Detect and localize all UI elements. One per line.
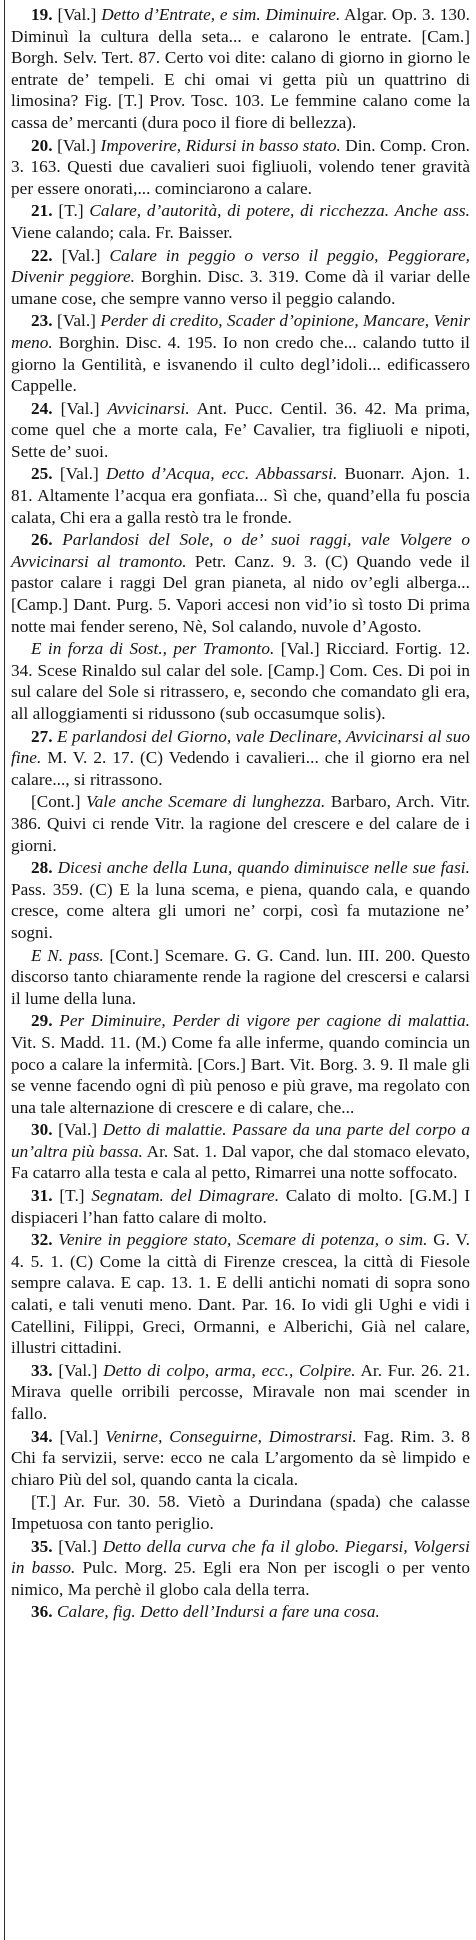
entry-definition: Dicesi anche della Luna, quando diminuisce nelle sue fasi. <box>57 858 470 878</box>
entry-definition: Avvicinarsi. <box>107 398 190 418</box>
entry-35 <box>11 1536 470 1601</box>
entry-body: Barbaro, Arch. Vitr. 386. Quivi ci rende Vitr. la ragione del crescere e del calare de i giorni. <box>11 792 470 855</box>
entry-body: Ar. Sat. 1. Dal vapor, che dal stomaco elevato, Fa catarro alla testa e cala al petto, Rimarrei una notte soffocato. <box>11 1141 470 1183</box>
entry-number: 36. <box>31 1602 53 1622</box>
entry-definition: E parlandosi del Giorno, vale Declinare, Avvicinarsi al suo fine. <box>11 726 470 768</box>
entry-number: 19. <box>31 5 53 24</box>
column-rule <box>4 0 5 1940</box>
entry-23 <box>11 310 470 396</box>
entry-body: Din. Comp. Cron. 3. 163. Questi due cavalieri suoi figliuoli, volendo tener gravità per essere onorati,... cominciarono a calare. <box>11 135 470 198</box>
entry-number: 32. <box>31 1230 53 1250</box>
entry-definition: Detto d’Entrate, e sim. Diminuire. <box>101 5 341 24</box>
entry-34 <box>11 1426 470 1491</box>
entry-26 <box>11 529 470 637</box>
entry-tag: [Val.] <box>57 5 97 24</box>
entry-tag: [Val.] <box>58 1536 98 1556</box>
entry-body: M. V. 2. 17. (C) Vedendo i cavalieri... che il giorno era nel calare..., si ritrassono. <box>11 748 470 789</box>
entry-number: 20. <box>31 135 53 155</box>
entry-34-subsense <box>11 1491 470 1534</box>
entry-definition: Calare, fig. Detto dell’Indursi a fare una cosa. <box>57 1602 380 1622</box>
entry-body: Pulc. Morg. 25. Egli era Non per iscogli o per vento nimico, Ma perchè il globo cala della terra. <box>11 1558 470 1599</box>
entry-number: 25. <box>31 464 53 484</box>
entry-definition: Parlandosi del Sole, o de’ suoi raggi, vale Volgere o Avvicinarsi al tramonto. <box>11 530 470 571</box>
entry-27-subsense <box>11 791 470 856</box>
entry-22 <box>11 245 470 310</box>
entry-number: 27. <box>31 726 53 746</box>
entry-body: Ar. Fur. 26. 21. Mirava quelle orribili percosse, Miravale non mai scender in fallo. <box>11 1360 470 1423</box>
entry-number: 35. <box>31 1536 53 1556</box>
entry-definition: Vale anche Scemare di lunghezza. <box>86 792 326 812</box>
entry-number: 33. <box>31 1360 53 1380</box>
entry-number: 26. <box>31 530 53 550</box>
entry-number: 29. <box>31 1011 53 1031</box>
entry-tag: [T.] <box>59 1186 85 1206</box>
entry-tag: [T.] <box>31 1492 57 1512</box>
entry-definition: Detto di malattie. Passare da una parte del corpo a un’altra più bassa. <box>11 1120 470 1161</box>
entry-tag: [Val.] <box>58 1360 98 1380</box>
entry-26-subsense <box>11 638 470 724</box>
entry-definition: Detto d’Acqua, ecc. Abbassarsi. <box>106 464 338 484</box>
entry-body: [Val.] Ricciard. Fortig. 12. 34. Scese Rinaldo sul calar del sole. [Camp.] Com. Ces. Di poi in sul calare del Sole si ritrassero, e, secondo che comandato gli era, all alloggiamenti si ridussono (sub occasumque solis). <box>11 639 470 723</box>
entry-definition: Detto di colpo, arma, ecc., Colpire. <box>103 1360 356 1380</box>
entry-19 <box>11 4 470 134</box>
entry-body: Petr. Canz. 9. 3. (C) Quando vede il pastor calare i raggi Del gran pianeta, al nido ov’egli alberga... [Camp.] Dant. Purg. 5. Vapori accesi non vid’io sì tosto Di prima notte mai fender sereno, Nè, Sol calando, nuvole d’Agosto. <box>11 551 470 636</box>
entry-tag: [Val.] <box>57 135 97 155</box>
entry-body: Borghin. Disc. 3. 319. Come dà il variar delle umane cose, che sempre vanno verso il peggio calando. <box>11 267 470 308</box>
entry-definition: Venire in peggiore stato, Scemare di potenza, o sim. <box>58 1230 428 1250</box>
entry-body: [Cont.] Scemare. G. G. Cand. lun. III. 200. Questo discorso tanto chiaramente rende la ragione del crescersi e calarsi il lume della luna. <box>11 945 470 1008</box>
entry-body: Buonarr. Ajon. 1. 81. Altamente l’acqua era gonfiata... Sì che, quand’ella fu poscia calata, Chi era a galla restò tra le fronde. <box>11 464 470 527</box>
entry-21 <box>11 200 470 243</box>
entry-definition: Detto della curva che fa il globo. Piegarsi, Volgersi in basso. <box>11 1536 470 1578</box>
entry-36 <box>11 1601 470 1623</box>
entry-definition: Perder di credito, Scader d’opinione, Mancare, Venir meno. <box>11 311 470 352</box>
entry-number: 28. <box>31 858 53 878</box>
entry-definition: Impoverire, Ridursi in basso stato. <box>100 135 341 155</box>
entry-body: Vit. S. Madd. 11. (M.) Come fa alle inferme, quando comincia un poco a calare la infermità. [Cors.] Bart. Vit. Borg. 3. 9. Il male gli se venne facendo ogni dì più penoso e più grave, ma regolato con una tale alternazione di crescere e di calare, che... <box>11 1032 470 1117</box>
entry-28 <box>11 857 470 943</box>
entry-body: Pass. 359. (C) E la luna scema, e piena, quando cala, e quando cresce, come altera gli umori ne’ corpi, così fa mutazione ne’ sogni. <box>11 879 470 942</box>
entry-body: Ant. Pucc. Centil. 36. 42. Ma prima, come quel che a morte cala, Fe’ Cavalier, tra figliuoli e nipoti, Sette de’ suoi. <box>11 398 470 461</box>
entry-25 <box>11 463 470 528</box>
entry-31 <box>11 1185 470 1228</box>
entry-definition: Venirne, Conseguirne, Dimostrarsi. <box>105 1426 357 1446</box>
entry-33 <box>11 1360 470 1425</box>
entry-definition: Segnatam. del Dimagrare. <box>91 1186 280 1206</box>
entry-definition: E N. pass. <box>31 945 104 965</box>
entry-number: 31. <box>31 1186 53 1206</box>
entry-32 <box>11 1229 470 1359</box>
entry-definition: Per Diminuire, Perder di vigore per cagione di malattia. <box>59 1011 470 1031</box>
entry-tag: [Val.] <box>57 311 96 331</box>
entry-30 <box>11 1119 470 1184</box>
entry-tag: [Val.] <box>58 1120 98 1140</box>
entry-number: 22. <box>31 245 53 265</box>
entry-body: Fag. Rim. 3. 8 Chi fa servizii, serve: ecco ne cala L’argomento da sè limpido e chiaro Più del sol, quando canta la cicala. <box>11 1426 470 1489</box>
entry-body: Algar. Op. 3. 130. Diminuì la cultura della seta... e calarono le entrate. [Cam.] Borgh. Selv. Tert. 87. Certo voi dite: calano di giorno in giorno le entrate de’ tempeli. E chi omai vi getta più un quattrino di limosina? Fig. [T.] Prov. Tosc. 103. Le femmine calano come la cassa de’ mercanti (dura poco il fiore di bellezza). <box>11 5 471 132</box>
entry-body: Borghin. Disc. 4. 195. Io non credo che... calando tutto il giorno la Gentilità, e isvanendo il culto degl’idoli... edificassero Cappelle. <box>11 332 470 396</box>
entry-number: 24. <box>31 398 53 418</box>
entry-body: Viene calando; cala. Fr. Baisser. <box>11 222 233 242</box>
entry-tag: [Cont.] <box>31 792 81 812</box>
entry-body: Calato di molto. [G.M.] I dispiaceri l’han fatto calare di molto. <box>11 1186 470 1227</box>
entry-definition: E in forza di Sost., per Tramonto. <box>31 639 275 659</box>
entry-definition: Calare, d’autorità, di potere, di ricchezza. Anche ass. <box>89 201 470 221</box>
entry-number: 23. <box>31 311 53 331</box>
entry-tag: [Val.] <box>61 245 101 265</box>
entry-29 <box>11 1010 470 1118</box>
entry-tag: [T.] <box>58 201 84 221</box>
entry-tag: [Val.] <box>60 398 100 418</box>
entry-body: Ar. Fur. 30. 58. Vietò a Durindana (spada) che calasse Impetuosa con tanto periglio. <box>11 1492 470 1533</box>
entry-27 <box>11 726 470 791</box>
entry-20 <box>11 135 470 200</box>
entry-tag: [Val.] <box>59 1426 99 1446</box>
entry-definition: Calare in peggio o verso il peggio, Peggiorare, Divenir peggiore. <box>11 245 470 287</box>
entry-number: 34. <box>31 1426 53 1446</box>
entry-24 <box>11 398 470 463</box>
entry-28-subsense <box>11 945 470 1010</box>
entry-tag: [Val.] <box>59 464 99 484</box>
entry-body: G. V. 4. 5. 1. (C) Come la città di Firenze crescea, la città di Fiesole sempre calava. E cap. 13. 1. E delli antichi nomati di sopra sono calati, e tali venuti meno. Dant. Par. 16. Io vidi gli Ughi e vidi i Catellini, Filippi, Greci, Ormanni, e Alberichi, Già nel calare, illustri cittadini. <box>11 1230 471 1358</box>
entry-number: 21. <box>31 201 53 221</box>
entry-number: 30. <box>31 1120 53 1140</box>
